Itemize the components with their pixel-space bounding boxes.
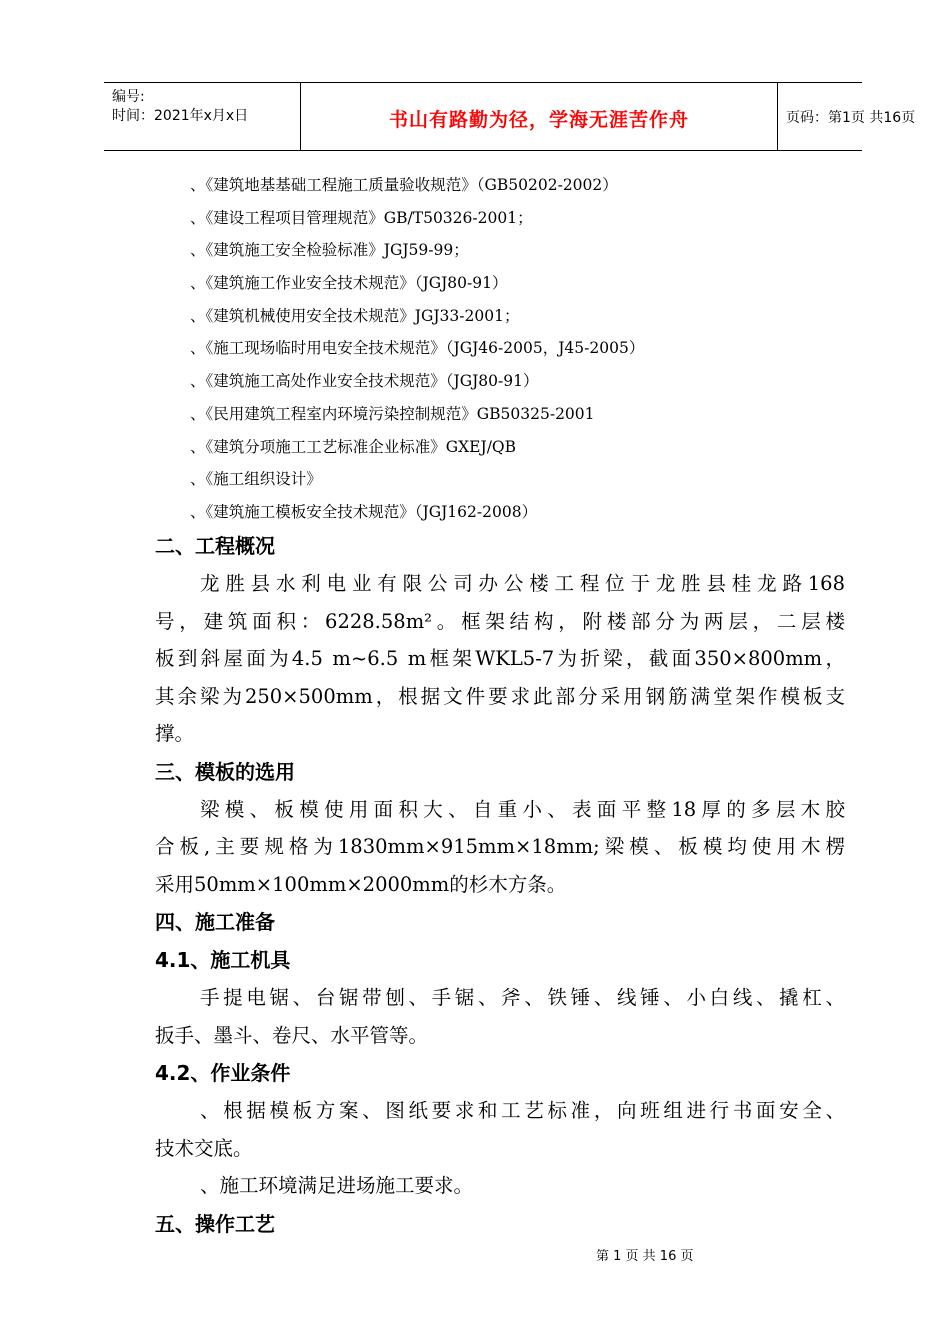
conditions-line: 、施工环境满足进场施工要求。	[200, 1174, 474, 1197]
formwork-line: 采用50mm×100mm×2000mm的杉木方条。	[155, 872, 567, 896]
tools-paragraph	[155, 979, 845, 1054]
reference-item: 、《建设工程项目管理规范》GB/T50326-2001；	[190, 208, 533, 227]
reference-item: 、《建筑施工模板安全技术规范》（JGJ162-2008）	[190, 502, 538, 521]
overview-paragraph	[155, 565, 845, 753]
reference-item: 、《建筑分项施工工艺标准企业标准》GXEJ/QB	[190, 437, 517, 456]
reference-item: 、《建筑地基基础工程施工质量验收规范》（GB50202-2002）	[190, 176, 618, 194]
reference-item: 、《施工现场临时用电安全技术规范》（JGJ46-2005，J45-2005）	[190, 339, 645, 358]
reference-item: 、《施工组织设计》	[190, 470, 322, 489]
subsection-heading-conditions: 4.2、作业条件	[155, 1061, 291, 1085]
document-date: 时间：2021年x月x日	[112, 108, 249, 124]
conditions-paragraph	[155, 1092, 845, 1205]
document-body	[155, 527, 845, 1243]
header-info-cell	[104, 83, 300, 150]
reference-item: 、《民用建筑工程室内环境污染控制规范》GB50325-2001	[190, 404, 595, 423]
overview-line: 号，建筑面积：6228.58m²。框架结构，附楼部分为两层，二层楼	[155, 609, 845, 633]
subsection-heading-tools: 4.1、施工机具	[155, 948, 291, 972]
section-heading-process: 五、操作工艺	[155, 1211, 275, 1236]
header-slogan: 书山有路勤为径，学海无涯苦作舟	[388, 109, 689, 131]
tools-line: 扳手、墨斗、卷尺、水平管等。	[155, 1023, 429, 1047]
overview-line: 龙胜县水利电业有限公司办公楼工程位于龙胜县桂龙路168	[200, 572, 845, 595]
conditions-line: 、根据模板方案、图纸要求和工艺标准，向班组进行书面安全、	[200, 1099, 845, 1122]
document-number: 编号:	[112, 89, 145, 105]
formwork-line: 合板,主要规格为1830mm×915mm×18mm;梁模、板模均使用木楞	[155, 835, 845, 858]
formwork-line: 梁模、板模使用面积大、自重小、表面平整18厚的多层木胶	[200, 797, 845, 821]
reference-item: 、《建筑机械使用安全技术规范》JGJ33-2001；	[190, 306, 520, 325]
tools-line: 手提电锯、台锯带刨、手锯、斧、铁锤、线锤、小白线、撬杠、	[200, 986, 845, 1009]
formwork-paragraph	[155, 791, 845, 904]
reference-item: 、《建筑施工高处作业安全技术规范》（JGJ80-91）	[190, 372, 539, 391]
overview-line: 板到斜屋面为4.5 m~6.5 m框架WKL5-7为折梁，截面350×800mm，	[155, 647, 845, 670]
reference-item: 、《建筑施工作业安全技术规范》（JGJ80-91）	[190, 274, 508, 293]
overview-line: 撑。	[155, 722, 195, 745]
conditions-line: 技术交底。	[155, 1136, 253, 1160]
reference-list	[190, 170, 644, 530]
document-header	[104, 82, 916, 151]
section-heading-preparation: 四、施工准备	[155, 910, 275, 934]
header-slogan-cell	[300, 83, 778, 150]
reference-item: 、《建筑施工安全检验标准》JGJ59-99；	[190, 241, 469, 260]
page-footer: 第 1 页 共 16 页	[596, 1249, 694, 1264]
header-page-number: 页码：第1页 共16页	[786, 110, 916, 126]
overview-line: 其余梁为250×500mm，根据文件要求此部分采用钢筋满堂架作模板支	[155, 684, 845, 708]
section-heading-overview: 二、工程概况	[155, 534, 275, 558]
header-page-cell	[778, 83, 916, 150]
section-heading-formwork: 三、模板的选用	[155, 759, 295, 784]
